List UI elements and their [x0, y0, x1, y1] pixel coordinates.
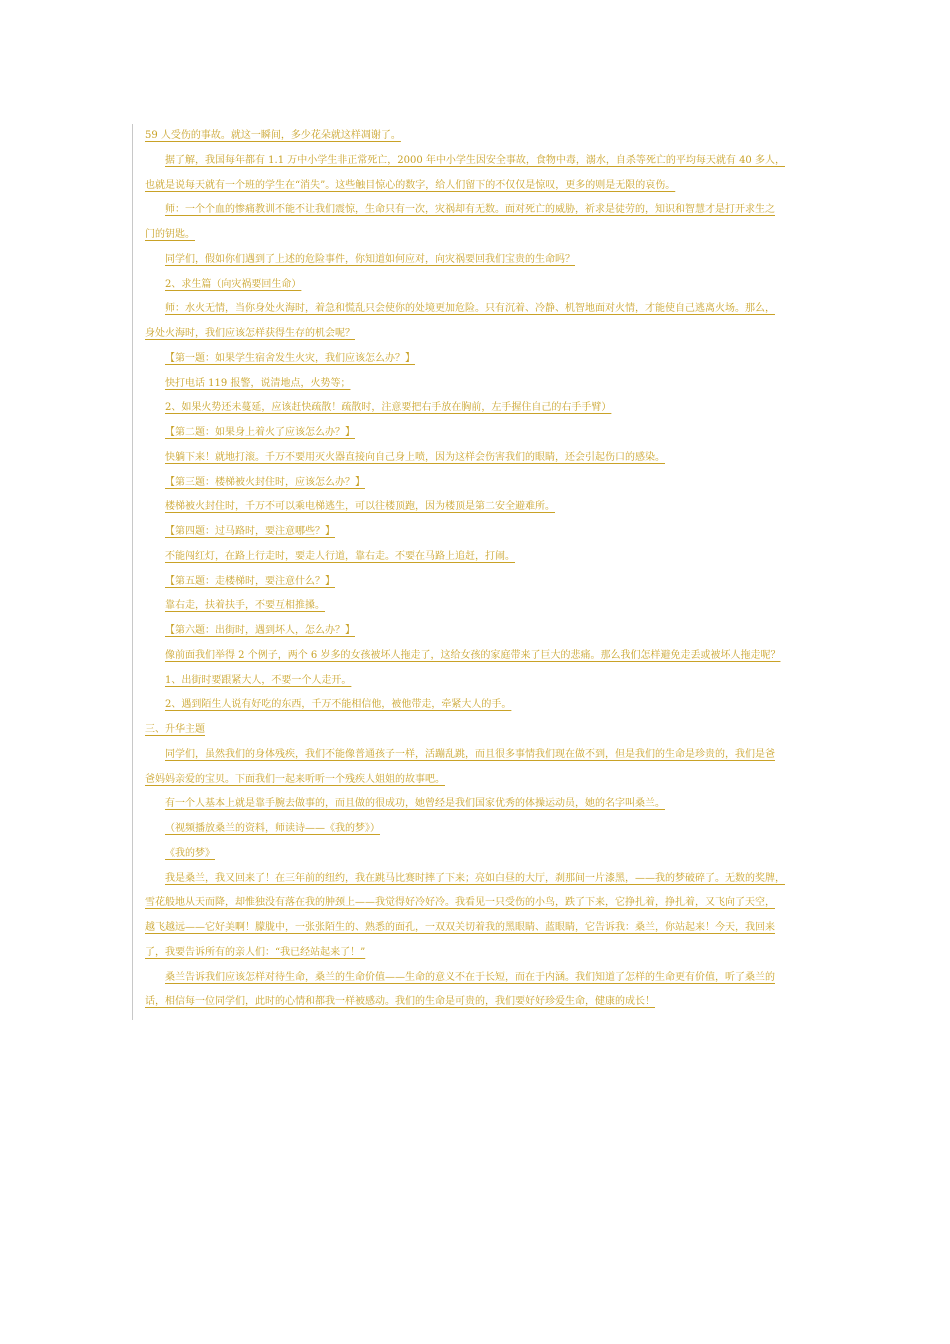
paragraph-line [145, 966, 810, 991]
line-text: 门的钥匙。 [145, 229, 195, 240]
line-text: 不能闯红灯，在路上行走时，要走人行道，靠右走。不要在马路上追赶，打闹。 [165, 550, 515, 562]
line-text: 2、遇到陌生人说有好吃的东西，千万不能相信他，被他带走，牵紧大人的手。 [165, 699, 512, 711]
line-text: （视频播放桑兰的资料，师读诗——《我的梦》） [165, 823, 380, 834]
paragraph-line [145, 916, 810, 941]
line-text: 【第五题：走楼梯时，要注意什么？】 [165, 575, 335, 587]
paragraph-line [145, 471, 810, 496]
paragraph-line [145, 273, 810, 298]
line-text: 59 人受伤的事故。就这一瞬间，多少花朵就这样凋谢了。 [145, 130, 401, 141]
line-text: 快打电话 119 报警，说清地点，火势等； [165, 377, 351, 389]
line-text: 【第二题：如果身上着火了应该怎么办？】 [165, 427, 355, 438]
line-text: 1、出街时要跟紧大人，不要一个人走开。 [165, 674, 352, 686]
line-text: 靠右走，扶着扶手，不要互相推搡。 [165, 600, 325, 612]
line-text: 有一个人基本上就是靠手腕去做事的，而且做的很成功，她曾经是我们国家优秀的体操运动员，她的名字叫桑兰。 [165, 798, 665, 810]
paragraph-line [145, 297, 810, 322]
paragraph-line [145, 174, 810, 199]
line-text: 爸妈妈亲爱的宝贝。下面我们一起来听听一个残疾人姐姐的故事吧。 [145, 773, 445, 785]
line-text: 雪花般地从天而降，却惟独没有落在我的肿颈上——我觉得好冷好冷。我看见一只受伤的小鸟，跌了下来，它挣扎着，挣扎着，又飞向了天空， [145, 897, 775, 909]
paragraph-line [145, 768, 810, 793]
paragraph-line [145, 347, 810, 372]
line-text: 桑兰告诉我们应该怎样对待生命，桑兰的生命价值——生命的意义不在于长短，而在于内涵。我们知道了怎样的生命更有价值，听了桑兰的 [165, 971, 775, 983]
paragraph-line [145, 322, 810, 347]
paragraph-line [145, 396, 810, 421]
line-text: 师：一个个血的惨痛教训不能不让我们震惊，生命只有一次，灾祸却有无数。面对死亡的威胁，祈求是徒劳的，知识和智慧才是打开求生之 [165, 204, 775, 216]
line-text: 越飞越远——它好美啊！朦胧中，一张张陌生的、熟悉的面孔，一双双关切着我的黑眼睛、蓝眼睛，它告诉我：桑兰，你站起来！今天，我回来 [145, 922, 775, 933]
paragraph-line [145, 495, 810, 520]
paragraph-line [145, 545, 810, 570]
paragraph-line [145, 990, 810, 1015]
line-text: 同学们，假如你们遇到了上述的危险事件，你知道如何应对，向灾祸要回我们宝贵的生命吗？ [165, 253, 575, 265]
paragraph-line [145, 570, 810, 595]
line-text: 【第三题：楼梯被火封住时，应该怎么办？】 [165, 476, 365, 488]
paragraph-line [145, 817, 810, 842]
line-text: 话，相信每一位同学们，此时的心情和都我一样被感动。我们的生命是可贵的，我们要好好珍爱生命，健康的成长！ [145, 996, 655, 1008]
paragraph-line [145, 693, 810, 718]
line-text: 也就是说每天就有一个班的学生在“消失”。这些触目惊心的数字，给人们留下的不仅仅是惊叹，更多的则是无限的哀伤。 [145, 179, 676, 191]
paragraph-line [145, 941, 810, 966]
line-text: 【第一题：如果学生宿舍发生火灾，我们应该怎么办？】 [165, 352, 415, 364]
line-text: 像前面我们举得 2 个例子，两个 6 岁多的女孩被坏人拖走了，这给女孩的家庭带来了巨大的悲痛。那么我们怎样避免走丢或被坏人拖走呢？ [165, 649, 781, 661]
line-text: 了，我要告诉所有的亲人们：“我已经站起来了！” [145, 946, 366, 958]
line-text: 【第六题：出街时，遇到坏人，怎么办？】 [165, 625, 355, 636]
paragraph-line [145, 867, 810, 892]
paragraph-line [145, 223, 810, 248]
paragraph-line [145, 644, 810, 669]
line-text: 我是桑兰，我又回来了！在三年前的纽约，我在跳马比赛时摔了下来；亮如白昼的大厅，刹那间一片漆黑，——我的梦破碎了。无数的奖牌， [165, 872, 785, 884]
paragraph-line [145, 372, 810, 397]
paragraph-line [145, 124, 810, 149]
paragraph-line [145, 149, 810, 174]
line-text: 同学们，虽然我们的身体残疾，我们不能像普通孩子一样，活蹦乱跳，而且很多事情我们现在做不到，但是我们的生命是珍贵的，我们是爸 [165, 748, 775, 760]
document-body [145, 124, 810, 1015]
page-margin-rule [132, 124, 133, 1020]
line-text: 楼梯被火封住时，千万不可以乘电梯逃生，可以往楼顶跑，因为楼顶是第二安全避难所。 [165, 501, 555, 513]
paragraph-line [145, 891, 810, 916]
paragraph-line [145, 743, 810, 768]
paragraph-line [145, 619, 810, 644]
paragraph-line [145, 248, 810, 273]
line-text: 【第四题：过马路时，要注意哪些？】 [165, 526, 335, 537]
line-text: 快躺下来！就地打滚。千万不要用灭火器直接向自己身上喷，因为这样会伤害我们的眼睛，还会引起伤口的感染。 [165, 451, 665, 463]
paragraph-line [145, 669, 810, 694]
paragraph-line [145, 718, 810, 743]
paragraph-line [145, 520, 810, 545]
paragraph-line [145, 792, 810, 817]
line-text: 2、如果火势还未蔓延，应该赶快疏散！疏散时，注意要把右手放在胸前，左手握住自己的右手手臂） [165, 402, 612, 414]
line-text: 三、升华主题 [145, 724, 205, 735]
paragraph-line [145, 421, 810, 446]
line-text: 身处火海时，我们应该怎样获得生存的机会呢？ [145, 328, 355, 339]
line-text: 《我的梦》 [165, 847, 215, 859]
line-text: 师：水火无情，当你身处火海时，着急和慌乱只会使你的处境更加危险。只有沉着、冷静、机智地面对火情，才能使自己逃离火场。那么， [165, 303, 775, 315]
paragraph-line [145, 198, 810, 223]
line-text: 2、求生篇（向灾祸要回生命） [165, 278, 302, 290]
paragraph-line [145, 594, 810, 619]
line-text: 据了解，我国每年都有 1.1 万中小学生非正常死亡，2000 年中小学生因安全事故，食物中毒，溺水，自杀等死亡的平均每天就有 40 多人， [165, 154, 785, 166]
paragraph-line [145, 446, 810, 471]
paragraph-line [145, 842, 810, 867]
